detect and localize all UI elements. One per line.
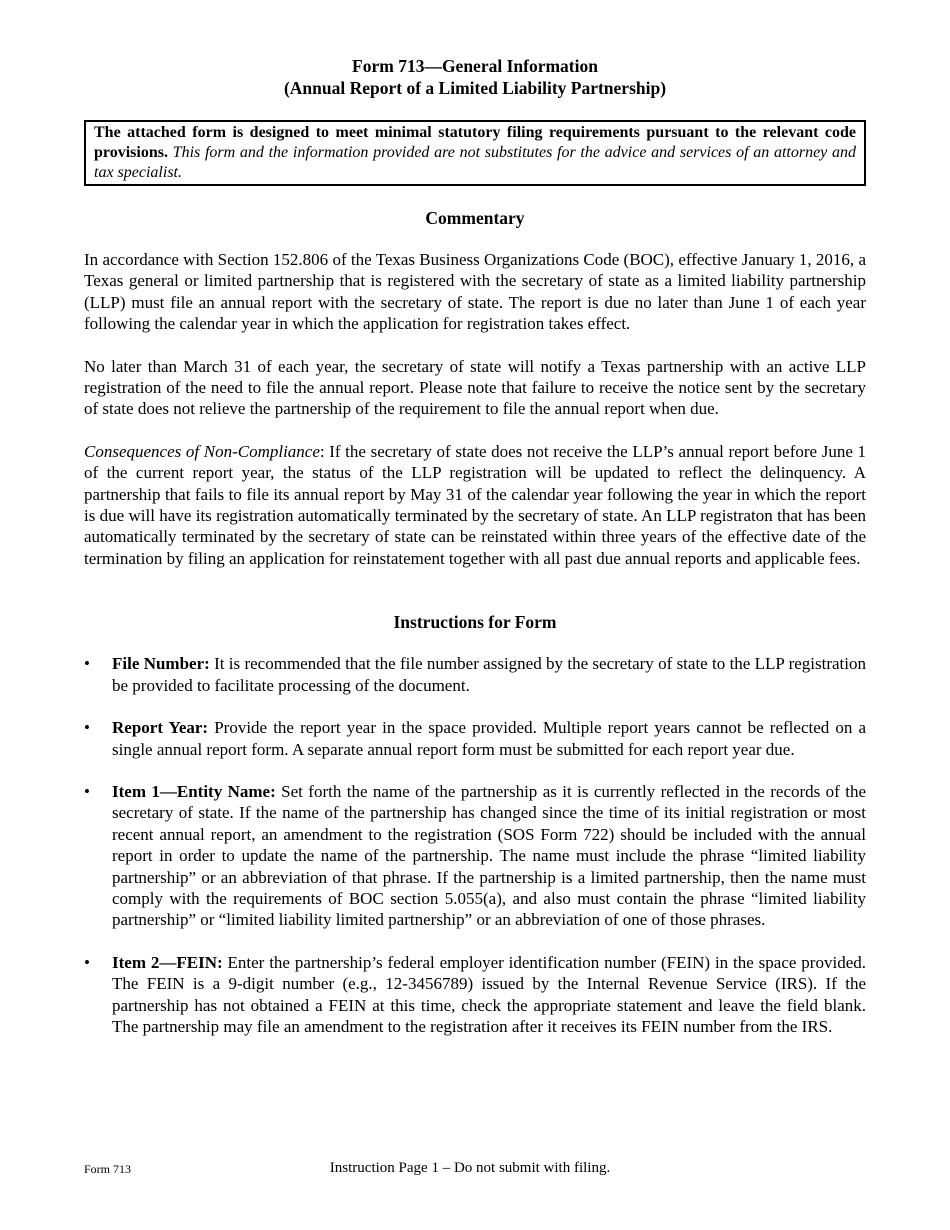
commentary-paragraph-3 (84, 441, 866, 569)
instruction-label: File Number: (112, 654, 210, 674)
instruction-label: Item 1—Entity Name: (112, 781, 276, 801)
consequences-label: Consequences of Non-Compliance (84, 441, 320, 461)
disclaimer-bold: The attached form is designed to meet minimal statutory filing requirements pursuant to the relevant code provisions. (94, 124, 856, 161)
instruction-entity-name (84, 781, 866, 931)
consequences-text: : If the secretary of state does not receive the LLP’s annual report before June 1 of the current report year, the status of the LLP registration will be updated to reflect the delinquency. A partnership that fails to file its annual report by May 31 of the calendar year following the year in which the report is due will have its registration automatically terminated by the secretary of state. An LLP registraton that has been automatically terminated by the secretary of state can be reinstated within three years of the effective date of the termination by filing an application for reinstatement together with all past due annual reports and applicable fees. (84, 441, 866, 568)
instruction-text: Provide the report year in the space provided. Multiple report years cannot be reflected on a single annual report form. A separate annual report form must be submitted for each report year due. (112, 718, 866, 759)
instruction-text: Set forth the name of the partnership as it is currently reflected in the records of the secretary of state. If the name of the partnership has changed since the time of its initial registration or most recent annual report, an amendment to the registration (SOS Form 722) should be included with the annual report in order to update the name of the partnership. The name must include the phrase “limited liability partnership” or an abbreviation of that phrase. If the partnership is a limited partnership, then the name must comply with the requirements of BOC section 5.055(a), and also must contain the phrase “limited liability partnership” or “limited liability limited partnership” or an abbreviation of one of those phrases. (112, 781, 866, 930)
instruction-label: Report Year: (112, 718, 209, 738)
bullet-icon: • (84, 718, 90, 738)
title-line-2: (Annual Report of a Limited Liability Partnership) (283, 77, 667, 98)
bullet-icon: • (84, 654, 90, 674)
commentary-heading: Commentary (425, 208, 525, 228)
bullet-icon: • (84, 781, 90, 801)
bullet-icon: • (84, 952, 90, 972)
disclaimer-box (84, 120, 866, 186)
footer-form-label: Form 713 (84, 1162, 132, 1176)
page-title (84, 56, 866, 99)
title-line-1: Form 713—General Information (352, 56, 598, 76)
instructions-heading: Instructions for Form (393, 612, 557, 633)
instruction-fein (84, 952, 866, 1038)
commentary-paragraph-1: In accordance with Section 152.806 of the Texas Business Organizations Code (BOC), effective January 1, 2016, a Texas general or limited partnership that is registered with the secretary of state as a limited liability partnership (LLP) must file an annual report with the secretary of state. The report is due no later than June 1 of each year following the calendar year in which the application for registration takes effect. (84, 250, 866, 334)
instruction-report-year (84, 717, 866, 760)
disclaimer-italic: This form and the information provided are not substitutes for the advice and services of an attorney and tax specialist. (94, 144, 856, 181)
instruction-text: It is recommended that the file number assigned by the secretary of state to the LLP registration be provided to facilitate processing of the document. (112, 654, 866, 695)
instruction-text: Enter the partnership’s federal employer identification number (FEIN) in the space provided. The FEIN is a 9-digit number (e.g., 12-3456789) issued by the Internal Revenue Service (IRS). If the partnership has not obtained a FEIN at this time, check the appropriate statement and leave the field blank. The partnership may file an amendment to the registration after it receives its FEIN number from the IRS. (112, 952, 866, 1036)
document-page (84, 56, 866, 1058)
instructions-list (84, 653, 866, 1037)
footer-page-note: Instruction Page 1 – Do not submit with filing. (329, 1160, 611, 1176)
instruction-file-number (84, 653, 866, 696)
commentary-paragraph-2: No later than March 31 of each year, the secretary of state will notify a Texas partnership with an active LLP registration of the need to file the annual report. Please note that failure to receive the notice sent by the secretary of state does not relieve the partnership of the requirement to file the annual report when due. (84, 356, 866, 419)
instruction-label: Item 2—FEIN: (112, 952, 223, 972)
